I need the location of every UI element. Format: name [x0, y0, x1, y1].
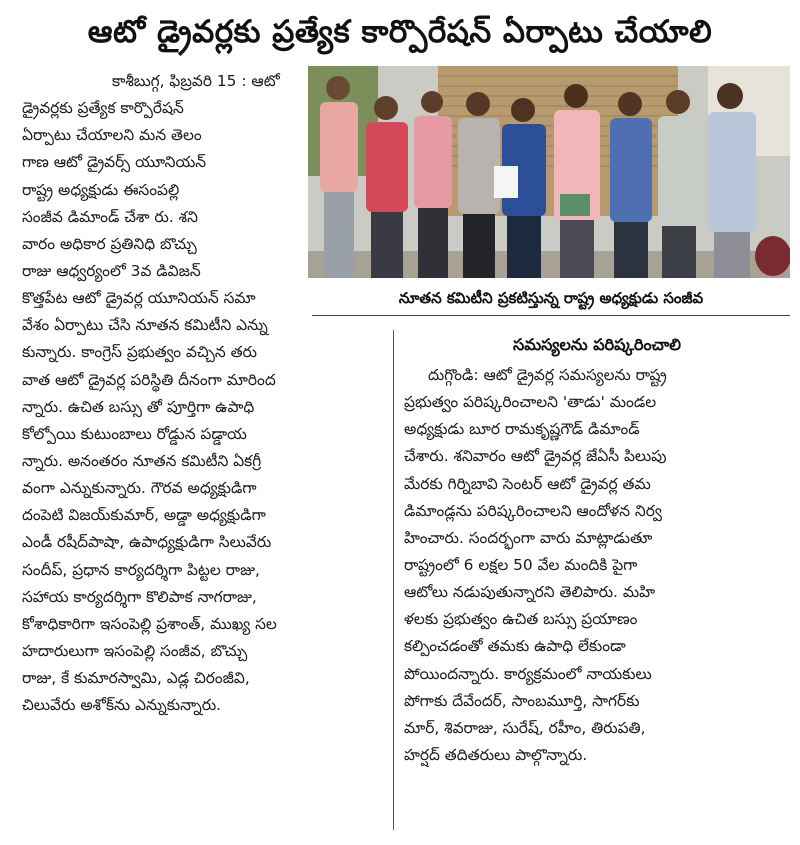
article-line: పోగాకు దేవేందర్, సాంబమూర్తి, సాగర్‌కు: [404, 691, 640, 710]
article-line: రాష్ట్ర అధ్యక్షుడు ఈసంపల్లి: [22, 180, 180, 199]
article-line: డ్రైవర్లకు ప్రత్యేక కార్పొరేషన్: [22, 99, 184, 118]
article-line: రాజు ఆధ్వర్యంలో 3వ డివిజన్: [22, 261, 201, 280]
article-line: హర్షద్ తదితరులు పాల్గొన్నారు.: [404, 745, 588, 764]
article-line: కోల్పోయి కుటుంబాలు రోడ్డున పడ్డాయ: [22, 424, 247, 443]
article-line: ఎండీ రషీద్‌పాషా, ఉపాధ్యక్షుడిగా సిలువేరు: [22, 533, 272, 552]
article-line: న్నారు. అనంతరం నూతన కమిటీని ఏకగ్రీ: [22, 451, 262, 470]
article-line: ప్రభుత్వం పరిష్కరించాలని 'తాడు' మండల: [404, 393, 657, 412]
subheading: సమస్యలను పరిష్కరించాలి: [513, 335, 681, 354]
right-article: [404, 362, 790, 769]
article-line: కోశాధికారిగా ఇసంపెల్లి ప్రశాంత్, ముఖ్య సల: [22, 614, 277, 633]
article-line: మార్, శివరాజు, సురేష్, రహీం, తిరుపతి,: [404, 718, 646, 737]
article-line: వాత ఆటో డ్రైవర్ల పరిస్థితి దీనంగా మారింద: [22, 370, 276, 389]
photo-caption: నూతన కమిటీని ప్రకటిస్తున్న రాష్ట్ర అధ్యక్షుడు సంజీవ: [312, 281, 790, 316]
article-line: సందీప్, ప్రధాన కార్యదర్శిగా పిట్టల రాజు,: [22, 560, 260, 579]
article-line: వారం అధికార ప్రతినిధి బొచ్చు: [22, 234, 197, 253]
article-line: దుగ్గొండి: ఆటో డ్రైవర్ల సమస్యలను రాష్ట్ర: [428, 366, 667, 384]
article-line: వంగా ఎన్నుకున్నారు. గౌరవ అధ్యక్షుడిగా: [22, 479, 257, 498]
article-line: సంజీవ డిమాండ్ చేశా రు. శని: [22, 207, 198, 226]
article-line: కొత్తపేట ఆటో డ్రైవర్ల యూనియన్ సమా: [22, 289, 256, 308]
headline: ఆటో డ్రైవర్లకు ప్రత్యేక కార్పొరేషన్ ఏర్పాటు చేయాలి: [87, 14, 713, 50]
article-line: వేశం ఏర్పాటు చేసి నూతన కమిటీని ఎన్ను: [22, 316, 268, 335]
article-line: డిమాండ్లను పరిష్కరించాలని ఆందోళన నిర్వ: [404, 501, 662, 520]
group-photo-image: [308, 66, 790, 278]
article-line: పోయిందన్నారు. కార్యక్రమంలో నాయకులు: [404, 664, 652, 683]
article-line: ళలకు ప్రభుత్వం ఉచిత బస్సు ప్రయాణం: [404, 610, 638, 629]
article-line: రాష్ట్రంలో 6 లక్షల 50 వేల మందికి పైగా: [404, 555, 638, 574]
article-line: ఏర్పాటు చేయాలని మన తెలం: [22, 126, 202, 145]
article-line: న్నారు. ఉచిత బస్సు తో పూర్తిగా ఉపాధి: [22, 397, 255, 416]
article-line: కాశీబుగ్గ, ఫిబ్రవరి 15 : ఆటో: [112, 72, 280, 90]
article-line: కల్పించడంతో తమకు ఉపాధి లేకుండా: [404, 637, 626, 656]
article-line: సహాయ కార్యదర్శిగా కొలిపాక నాగరాజు,: [22, 587, 257, 606]
article-line: అధ్యక్షుడు బూర రామకృష్ణగౌడ్ డిమాండ్: [404, 420, 640, 439]
article-line: హదారులుగా ఇసంపెల్లి సంజీవ, బొచ్చు: [22, 641, 248, 660]
article-line: మేరకు గిర్నిబావి సెంటర్ ఆటో డ్రైవర్ల తమ: [404, 474, 651, 493]
column-divider: [393, 330, 394, 830]
article-line: చేశారు. శనివారం ఆటో డ్రైవర్ల జేఏసీ పిలుపు: [404, 447, 667, 466]
article-line: హించారు. సందర్భంగా వారు మాట్లాడుతూ: [404, 528, 653, 547]
article-line: ఆటోలు నడుపుతున్నారని తెలిపారు. మహి: [404, 583, 656, 602]
article-line: దంపెటి విజయ్‌కుమార్, అడ్డా అధ్యక్షుడిగా: [22, 506, 266, 525]
article-line: కున్నారు. కాంగ్రెస్ ప్రభుత్వం వచ్చిన తరు: [22, 343, 258, 362]
article-line: రాజు, కే కుమారస్వామి, ఎడ్ల చిరంజీవి,: [22, 669, 250, 688]
article-line: గాణ ఆటో డ్రైవర్స్ యూనియన్: [22, 153, 207, 172]
news-photo: [308, 66, 790, 278]
article-line: చిలువేరు అశోక్‌ను ఎన్నుకున్నారు.: [22, 696, 222, 715]
